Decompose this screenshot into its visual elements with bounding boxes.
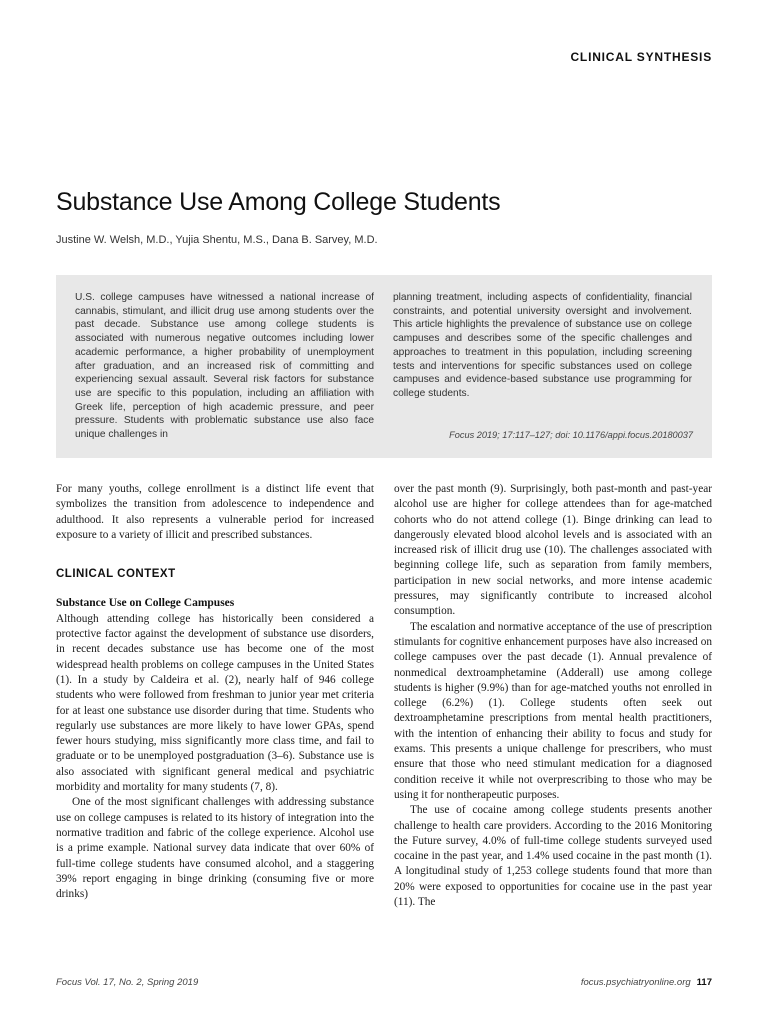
abstract-right-column (393, 291, 692, 401)
body-right-column (394, 482, 712, 910)
abstract-right-text: planning treatment, including aspects of confidentiality, financial constraints, and potential university oversight and involvement. This article highlights the prevalence of substance use on college campuses and describes some of the specific challenges and approaches to treatment in this population, including screening tests and interventions for specific substances used on college campuses and evidence-based substance use programming for college students. (393, 292, 692, 399)
body-paragraph-2: One of the most significant challenges with addressing substance use on college campuses is related to its history of integration into the normative tradition and fabric of the college experience. Alcohol use is a prime example. National survey data indicate that over 60% of full-time college students have consumed alcohol, and a staggering 39% report engaging in binge drinking (consuming five or more drinks) (56, 796, 374, 901)
body-paragraph-1: Although attending college has historically been considered a protective factor against the development of substance use disorders, in recent decades substance use has become one of the most widespread health problems on college campuses in the United States (1). In a study by Caldeira et al. (2), nearly half of 946 college students who were followed from freshman to junior year met criteria for at least one substance use disorder during that time. Students who regularly use substances are more likely to have lower GPAs, spend fewer hours studying, miss significantly more class time, and fail to graduate or to be unemployed postgraduation (3–6). Substance use is also associated with significant general medical and psychiatric morbidity and mortality for many students (7, 8). (56, 612, 374, 794)
page-number: 117 (696, 977, 712, 988)
section-label: CLINICAL SYNTHESIS (570, 50, 712, 64)
section-heading: CLINICAL CONTEXT (56, 568, 176, 581)
intro-paragraph: For many youths, college enrollment is a distinct life event that symbolizes the transition from adolescence to independence and adulthood. It also represents a vulnerable period for increased exposure to a variety of illicit and prescribed substances. (56, 483, 374, 541)
footer-right (581, 977, 712, 988)
body-paragraph-3: over the past month (9). Surprisingly, both past-month and past-year alcohol use are higher for college attendees than for age-matched cohorts who do not attend college (1). Binge drinking can lead to dangerously elevated blood alcohol levels and is associated with an increased risk of illicit drug use (10). The challenges associated with beginning college life, such as separation from family members, participation in new social networks, and more intense academic pressures, may significantly contribute to increased alcohol consumption. (394, 483, 712, 618)
body-paragraph-5: The use of cocaine among college students presents another challenge to health care providers. According to the 2016 Monitoring the Future survey, 4.0% of full-time college students surveyed used cocaine in the past year, and 1.4% used cocaine in the past month (1). A longitudinal study of 1,253 college students found that more than 20% were exposed to opportunities for cocaine use in the past year (11). The (394, 804, 712, 909)
body-left-column (56, 482, 374, 902)
footer-site-link[interactable]: focus.psychiatryonline.org (580, 977, 691, 988)
article-authors: Justine W. Welsh, M.D., Yujia Shentu, M.S., Dana B. Sarvey, M.D. (56, 234, 378, 246)
abstract-box (56, 275, 712, 458)
article-citation: Focus 2019; 17:117–127; doi: 10.1176/appi.focus.20180037 (449, 430, 693, 440)
abstract-left-column (75, 291, 374, 442)
abstract-left-text: U.S. college campuses have witnessed a national increase of cannabis, stimulant, and illicit drug use among students over the past decade. Substance use among college students is associated with numerous negative outcomes including lower academic performance, a higher probability of unemployment after graduation, and an increased risk of committing and experiencing sexual assault. Several risk factors for substance use are specific to this population, including an affiliation with Greek life, perception of high academic pressure, and peer pressure. Students with problematic substance use also face unique challenges in (75, 292, 374, 441)
article-title: Substance Use Among College Students (56, 188, 501, 216)
footer-journal: Focus Vol. 17, No. 2, Spring 2019 (56, 977, 199, 988)
subsection-heading: Substance Use on College Campuses (56, 597, 235, 610)
body-paragraph-4: The escalation and normative acceptance of the use of prescription stimulants for cognitive enhancement purposes have also increased on college campuses over the past decade (1). Annual prevalence of nonmedical dextroamphetamine (Adderall) use among college students is higher (9.9%) than for age-matched youths not enrolled in college (6.2%) (1). College students often seek out dextroamphetamine prescriptions from mental health practitioners, with the intention of enhancing their ability to focus and study for exams. This presents a unique challenge for prescribers, who must ensure that those who need stimulant medication for a diagnosed condition receive it while not overprescribing to those who may be using it for nontherapeutic purposes. (394, 620, 712, 801)
